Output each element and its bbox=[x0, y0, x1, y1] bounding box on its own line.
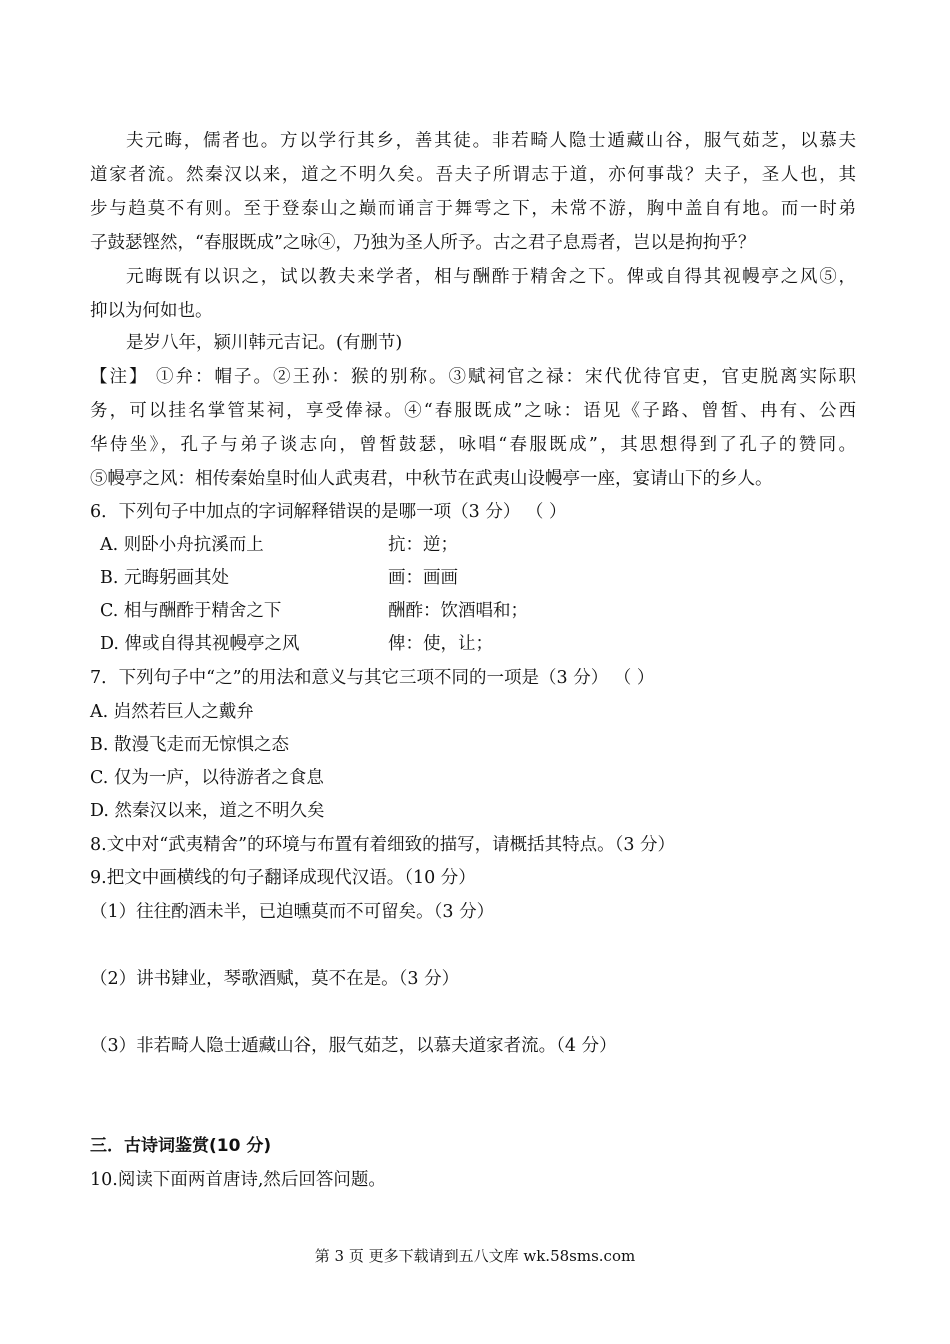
q6-option-a: A. 则卧小舟抗溪而上 bbox=[100, 535, 264, 555]
passage-line: 抑以为何如也。 bbox=[90, 301, 213, 321]
q6-option-b-explanation: 画：画画 bbox=[388, 568, 458, 588]
passage-line: 夫元晦，儒者也。方以学行其乡，善其徒。非若畸人隐士遁藏山谷，服气茹芝，以慕夫 bbox=[126, 131, 856, 151]
question-10-stem: 10.阅读下面两首唐诗,然后回答问题。 bbox=[90, 1170, 386, 1190]
q9-item-3: （3）非若畸人隐士遁藏山谷，服气茹芝，以慕夫道家者流。（4 分） bbox=[90, 1036, 617, 1056]
q6-option-c: C. 相与酬酢于精舍之下 bbox=[100, 601, 282, 621]
q6-option-a-explanation: 抗：逆； bbox=[388, 535, 458, 555]
q6-option-b: B. 元晦躬画其处 bbox=[100, 568, 229, 588]
q9-item-2: （2）讲书肄业，琴歌酒赋，莫不在是。（3 分） bbox=[90, 969, 460, 989]
passage-line: 元晦既有以识之，试以教夫来学者，相与酬酢于精舍之下。俾或自得其视幔亭之风⑤， bbox=[126, 267, 856, 287]
page-footer: 第 3 页 更多下载请到五八文库 wk.58sms.com bbox=[314, 1247, 636, 1265]
passage-attribution: 是岁八年，颍川韩元吉记。(有删节) bbox=[126, 333, 403, 353]
q9-item-1: （1）往往酌酒未半，已迫曛莫而不可留矣。（3 分） bbox=[90, 902, 495, 922]
note-line: 华侍坐》，孔子与弟子谈志向，曾皙鼓瑟，咏唱“春服既成”，其思想得到了孔子的赞同。 bbox=[90, 435, 856, 455]
q7-option-a: A. 岿然若巨人之戴弁 bbox=[90, 702, 254, 722]
question-8: 8.文中对“武夷精舍”的环境与布置有着细致的描写，请概括其特点。（3 分） bbox=[90, 835, 676, 855]
q6-option-c-explanation: 酬酢：饮酒唱和； bbox=[388, 601, 528, 621]
q6-option-d-explanation: 俾：使，让； bbox=[388, 634, 493, 654]
note-line: 【注】 ①弁：帽子。②王孙：猴的别称。③赋祠官之禄：宋代优待官吏，官吏脱离实际职 bbox=[90, 367, 856, 387]
passage-line: 子鼓瑟铿然，“春服既成”之咏④，乃独为圣人所予。古之君子息焉者，岂以是拘拘乎？ bbox=[90, 233, 756, 253]
question-9-stem: 9.把文中画横线的句子翻译成现代汉语。（10 分） bbox=[90, 868, 476, 888]
q7-option-c: C. 仅为一庐，以待游者之食息 bbox=[90, 768, 324, 788]
note-line: ⑤幔亭之风：相传秦始皇时仙人武夷君，中秋节在武夷山设幔亭一座，宴请山下的乡人。 bbox=[90, 469, 773, 489]
passage-line: 道家者流。然秦汉以来，道之不明久矣。吾夫子所谓志于道，亦何事哉？夫子，圣人也，其 bbox=[90, 165, 856, 185]
section-3-title: 三．古诗词鉴赏(10 分) bbox=[90, 1136, 272, 1156]
q7-option-b: B. 散漫飞走而无惊惧之态 bbox=[90, 735, 289, 755]
q6-option-d: D. 俾或自得其视幔亭之风 bbox=[100, 634, 300, 654]
question-6-stem: 6．下列句子中加点的字词解释错误的是哪一项（3 分） （ ） bbox=[90, 502, 567, 522]
q7-option-d: D. 然秦汉以来，道之不明久矣 bbox=[90, 801, 325, 821]
passage-line: 步与趋莫不有则。至于登泰山之巅而诵言于舞雩之下，未常不游，胸中盖自有地。而一时弟 bbox=[90, 199, 856, 219]
note-line: 务，可以挂名掌管某祠，享受俸禄。④“春服既成”之咏：语见《子路、曾皙、冉有、公西 bbox=[90, 401, 856, 421]
question-7-stem: 7．下列句子中“之”的用法和意义与其它三项不同的一项是（3 分） （ ） bbox=[90, 668, 655, 688]
